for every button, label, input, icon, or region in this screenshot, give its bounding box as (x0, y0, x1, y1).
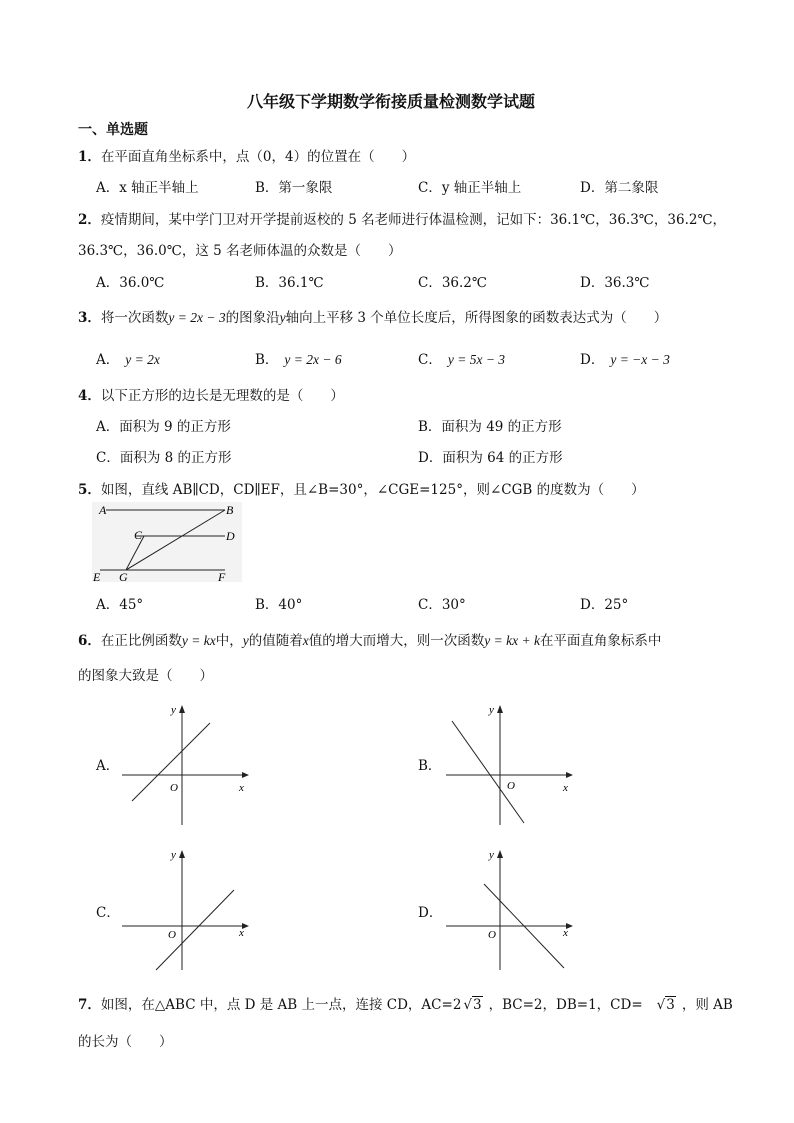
origin-label: O (507, 780, 515, 792)
function-expression: y = 2x − 3 (168, 310, 226, 325)
question-number: 3． (78, 310, 101, 326)
origin-label: O (168, 929, 176, 941)
option-c: C．30° (418, 597, 466, 613)
graph-option-a (116, 703, 256, 828)
graph-option-c (116, 848, 256, 973)
option-b: B．36.1℃ (255, 275, 324, 291)
question-3 (78, 306, 667, 326)
question-number: 2． (78, 212, 101, 228)
question-number: 4． (78, 388, 101, 404)
option-a: A． (96, 758, 120, 774)
radical-sign: √ (656, 997, 666, 1013)
stem-text: 的图象沿 (225, 310, 280, 326)
axis-y-label: y (171, 704, 176, 716)
option-c: C．36.2℃ (418, 275, 487, 291)
option-b: B．第一象限 (255, 180, 333, 196)
point-label-c: C (134, 528, 143, 542)
question-1 (78, 145, 415, 165)
question-stem: 在平面直角坐标系中，点（0，4）的位置在（ ） (100, 149, 416, 165)
function-expression: y = kx + k (484, 633, 540, 648)
point-label-a: A (99, 503, 107, 517)
point-label-f: F (218, 570, 226, 584)
option-d: D．36.3℃ (580, 275, 650, 291)
option-d: D．面积为 64 的正方形 (418, 450, 563, 466)
option-d: D．25° (580, 597, 629, 613)
variable-y: y (242, 633, 249, 648)
option-b: B．面积为 49 的正方形 (418, 419, 562, 435)
option-label: C． (418, 352, 442, 368)
option-expression: y = 2x (125, 352, 160, 367)
radicand: 3 (473, 997, 482, 1013)
origin-label: O (170, 782, 178, 794)
option-b (255, 348, 342, 368)
question-stem-line2: 的长为（ ） (78, 1034, 173, 1050)
parallel-lines-figure (92, 502, 242, 582)
origin-label: O (488, 929, 496, 941)
axis-y-label: y (489, 849, 494, 861)
option-expression: y = 2x − 6 (284, 352, 342, 367)
option-c: C．面积为 8 的正方形 (96, 450, 232, 466)
axis-x-label: x (239, 927, 244, 939)
stem-text: 在正比例函数 (100, 633, 182, 649)
stem-text: 中， (215, 633, 243, 649)
question-stem-line2: 的图象大致是（ ） (78, 668, 213, 684)
point-label-g: G (119, 570, 128, 584)
option-d: D．第二象限 (580, 180, 659, 196)
option-expression: y = −x − 3 (610, 352, 670, 367)
option-a: A．45° (96, 597, 144, 613)
option-c: C． (96, 905, 120, 921)
axis-y-label: y (171, 849, 176, 861)
option-a: A．36.0℃ (96, 275, 165, 291)
graph-option-b (440, 703, 580, 828)
option-a (96, 348, 160, 368)
stem-text: 如图，在△ABC 中，点 D 是 AB 上一点，连接 CD，AC=2 (100, 997, 462, 1013)
sqrt-expression (657, 997, 676, 1013)
axis-x-label: x (563, 782, 568, 794)
question-stem: 以下正方形的边长是无理数的是（ ） (100, 388, 344, 404)
option-a: A．面积为 9 的正方形 (96, 419, 231, 435)
sqrt-expression (463, 997, 482, 1013)
axis-x-label: x (239, 782, 244, 794)
stem-text: ，BC=2，DB=1，CD= (488, 997, 643, 1013)
option-d: D． (418, 905, 443, 921)
question-number: 1． (78, 149, 101, 165)
page-title: 八年级下学期数学衔接质量检测数学试题 (247, 92, 536, 111)
question-4 (78, 384, 344, 404)
radical-sign: √ (463, 997, 473, 1013)
option-d (580, 348, 670, 368)
option-a: A．x 轴正半轴上 (96, 180, 199, 196)
stem-text: 值的增大而增大，则一次函数 (308, 633, 485, 649)
section-heading: 一、单选题 (78, 122, 148, 138)
option-b: B． (418, 758, 442, 774)
option-c: C．y 轴正半轴上 (418, 180, 522, 196)
question-2 (78, 208, 726, 228)
question-7 (78, 993, 733, 1013)
option-label: D． (580, 352, 605, 368)
stem-text: ，则 AB (681, 997, 733, 1013)
variable-x: x (302, 633, 309, 648)
question-6 (78, 629, 661, 649)
stem-text: 将一次函数 (100, 310, 169, 326)
axis-y-label: y (489, 704, 494, 716)
radicand: 3 (666, 997, 675, 1013)
point-label-d: D (226, 529, 235, 543)
option-c (418, 348, 505, 368)
axis-x-label: x (563, 927, 568, 939)
stem-text: 的值随着 (248, 633, 303, 649)
question-stem: 如图，直线 AB∥CD，CD∥EF，且∠B=30°，∠CGE=125°，则∠CGB 的度数为（ ） (100, 482, 645, 498)
point-label-e: E (93, 570, 101, 584)
option-b: B．40° (255, 597, 303, 613)
question-number: 7． (78, 997, 101, 1013)
graph-option-d (440, 848, 580, 973)
option-label: B． (255, 352, 279, 368)
stem-text: 在平面直角象标系中 (539, 633, 662, 649)
option-label: A． (96, 352, 120, 368)
question-number: 6． (78, 633, 101, 649)
question-stem-line2: 36.3℃，36.0℃，这 5 名老师体温的众数是（ ） (78, 243, 402, 259)
option-expression: y = 5x − 3 (447, 352, 506, 367)
function-expression: y = kx (181, 633, 216, 648)
stem-text: 轴向上平移 3 个单位长度后，所得图象的函数表达式为（ ） (285, 310, 668, 326)
question-number: 5． (78, 482, 101, 498)
axis-variable: y (279, 310, 286, 325)
point-label-b: B (226, 503, 234, 517)
question-stem-line1: 疫情期间，某中学门卫对开学提前返校的 5 名老师进行体温检测，记如下：36.1℃，36.3℃，36.2℃， (100, 212, 727, 228)
question-5 (78, 478, 645, 498)
